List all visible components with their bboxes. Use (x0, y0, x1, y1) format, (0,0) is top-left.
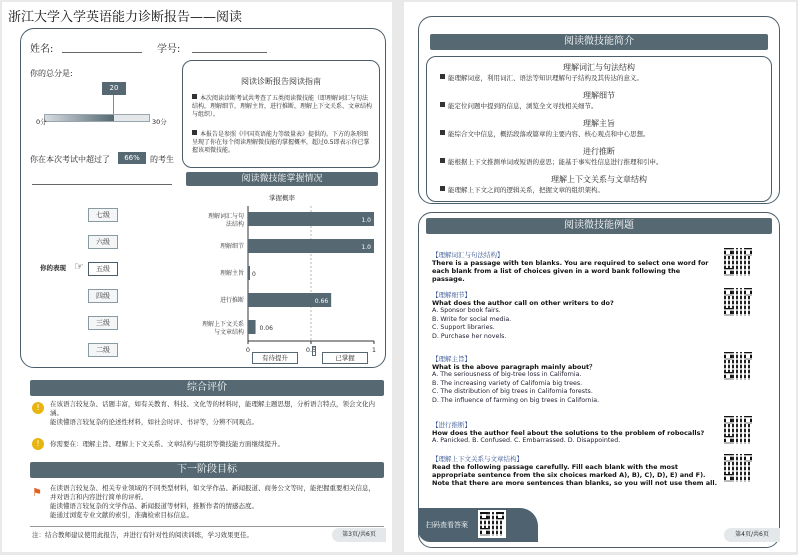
guide-para-2: 本报告是参照《中国英语能力等级量表》提供的。下方的条形图呈现了你在每个阅读理解微技能的掌握概率，超过0.5即表示你已掌握该项微技能。 (192, 131, 370, 154)
chart-category-label: 理解词汇与句法结构 (207, 213, 244, 228)
skill-name: 理解细节 (583, 91, 615, 100)
skill-name: 进行推断 (583, 147, 615, 156)
skill-name: 理解主旨 (583, 119, 615, 128)
next-goal-band: 下一阶段目标 (30, 462, 384, 478)
score-max: 30分 (152, 118, 167, 126)
chart-bar (248, 320, 256, 334)
skill-desc: 能理解词意，利用词汇、语法等知识理解句子结构及其传达的意义。 (440, 74, 760, 83)
threshold-marker-icon (312, 346, 316, 356)
chart-bar (248, 239, 374, 253)
chart-category-label: 理解主旨 (219, 270, 244, 277)
level-1: 六级 (88, 235, 118, 249)
flag-icon: ⚑ (32, 486, 42, 499)
hand-pointer-icon: ☞ (74, 260, 84, 273)
chart-data-label: 0 (252, 271, 256, 278)
example-1 (432, 250, 712, 283)
report-page-3 (2, 2, 392, 552)
chart-category-label: 理解细节 (219, 243, 244, 250)
example-question: Read the following passage carefully. Fill each blank with the most appropriate sentence from the six choices marked A), B), C), D), E) and F). Note that there are more sentences than blanks, so you will not use them all. (432, 463, 718, 487)
chart-bar (248, 212, 374, 226)
level-3: 四级 (88, 289, 118, 303)
level-0: 七级 (88, 208, 118, 222)
example-tag: 【理解上下文关系与文章结构】 (432, 455, 523, 463)
guide-title: 阅读诊断报告阅读指南 (241, 77, 321, 86)
skill-desc: 能综合文中信息，概括段落或篇章的主要内容、核心观点和中心思想。 (440, 130, 760, 139)
example-2 (432, 290, 712, 341)
scan-answer-label: 扫码查看答案 (426, 521, 468, 529)
example-question: What does the author call on other writers to do? (432, 299, 614, 307)
exceed-suffix: 的考生 (150, 155, 174, 164)
level-2: 五级 (88, 262, 118, 276)
footnote: 注：结合教师建议使用此报告，并进行有针对性的阅读训练，学习效果更佳。 (32, 531, 253, 539)
example-3 (432, 354, 712, 405)
summary-band: 综合评价 (30, 380, 384, 396)
chart-tick-label: 0 (245, 346, 251, 354)
score-value: 20 (102, 82, 126, 95)
legend-mastered: 已掌握 (322, 352, 368, 364)
example-option: B. Write for social media. (432, 315, 512, 323)
example-tag: 【理解细节】 (432, 291, 471, 299)
examples-band: 阅读微技能例题 (426, 218, 772, 234)
example-option: D. Purchase her novels. (432, 332, 507, 340)
example-tag: 【理解主旨】 (432, 355, 471, 363)
qr-code-icon[interactable] (724, 248, 752, 276)
chart-category-label: 理解上下文关系与文章结构 (201, 321, 244, 336)
skill-desc: 能根据上下文推测单词或短语的意思；能基于事实性信息进行推理和引申。 (440, 158, 760, 167)
answer-qr-code-icon[interactable] (478, 510, 506, 538)
report-page-4 (404, 2, 796, 552)
chart-data-label: 0.66 (314, 298, 329, 305)
chart-data-label: 0.06 (259, 325, 273, 332)
chart-tick-label: 1 (371, 346, 377, 354)
example-question: How does the author feel about the solutions to the problem of robocalls? (432, 429, 705, 437)
total-score-label: 你的总分是: (30, 69, 73, 78)
footer-rule (30, 526, 384, 527)
chart-bar (248, 266, 250, 280)
exceed-prefix: 你在本次考试中超过了 (30, 155, 110, 164)
skills-band: 阅读微技能掌握情况 (186, 172, 378, 186)
qr-code-icon[interactable] (724, 416, 752, 444)
lightbulb-icon: ! (32, 438, 44, 450)
lightbulb-icon: ! (32, 402, 44, 414)
qr-code-icon[interactable] (724, 454, 752, 482)
skill-desc: 能理解上下文之间的逻辑关系，把握文章的组织架构。 (440, 186, 760, 195)
chart-title: 掌握概率 (269, 194, 295, 202)
qr-code-icon[interactable] (724, 352, 752, 380)
skill-name: 理解词汇与句法结构 (563, 63, 635, 72)
example-5 (432, 454, 718, 487)
example-4 (432, 420, 712, 446)
chart-data-label: 1.0 (361, 217, 371, 224)
example-question: What is the above paragraph mainly about？ (432, 363, 596, 371)
mastery-chart (2, 2, 392, 382)
skill-name: 理解上下文关系与文章结构 (551, 175, 647, 184)
page-number: 第4页/共6页 (724, 528, 780, 542)
id-label: 学号: (157, 44, 181, 55)
legend-need-improve: 有待提升 (252, 352, 298, 364)
summary-text-1: 在该语言较复杂、话题丰富，如有关教育、科技、文化等的材料时，能理解主题思想，分析语言特点，领会文化内涵。 能读懂语言较复杂的论述性材料，如社会时评、书评等，分辨不同观点。 (50, 400, 375, 426)
example-tag: 【理解词汇与句法结构】 (432, 251, 504, 259)
example-option: A. Sponsor book fairs. (432, 307, 501, 314)
level-5: 二级 (88, 343, 118, 357)
example-option: D. The influence of farming on big trees in California. (432, 396, 600, 404)
performance-label: 你的表现 (40, 264, 66, 272)
exceed-value: 66% (118, 152, 146, 164)
score-min: 0分 (36, 118, 47, 126)
intro-band: 阅读微技能简介 (430, 34, 768, 50)
example-option: C. The distribution of big trees in California forests. (432, 388, 593, 395)
example-option: C. Support libraries. (432, 324, 495, 331)
example-option: A. The seriousness of big-tree loss in California. (432, 371, 582, 378)
example-question: There is a passage with ten blanks. You are required to select one word for each blank from a list of choices given in a word bank following the passage. (432, 259, 709, 283)
qr-code-icon[interactable] (724, 288, 752, 316)
page-number: 第3页/共6页 (332, 528, 386, 542)
example-tag: 【进行推断】 (432, 421, 471, 429)
name-label: 姓名: (30, 44, 54, 55)
report-title: 浙江大学入学英语能力诊断报告——阅读 (8, 10, 243, 25)
example-option: A. Panicked. B. Confused. C. Embarrassed. D. Disappointed. (432, 437, 621, 444)
chart-data-label: 1.0 (361, 244, 371, 251)
guide-para-1: 本次阅读诊断考试共考查了五类阅读微技能（即理解词汇与句法结构，理解细节，理解主旨，进行推断，理解上下文关系、文章结构与组织）。 (192, 95, 373, 118)
skill-desc: 能定位问题中提到的信息，浏览全文寻找相关细节。 (440, 102, 760, 111)
level-4: 三级 (88, 316, 118, 330)
next-goal-text: 在读语言较复杂、相关专业领域的不同类型材料，如文学作品、新闻报道、商务公文等时，能把握重要相关信息，并对语言和内容进行简单的评析。 能读懂语言较复杂的文学作品、新闻报道等材料，推断作者的情感态度。 能通过浏览专业文献的索引，准确检索目标信息。 (50, 484, 375, 519)
example-option: B. The increasing variety of California big trees. (432, 379, 583, 387)
chart-tick-label: 0.5 (305, 346, 317, 354)
summary-text-2: 你需要在：理解主旨、理解上下文关系、文章结构与组织等微技能方面继续提升。 (50, 440, 284, 448)
chart-category-label: 进行推断 (219, 297, 244, 304)
